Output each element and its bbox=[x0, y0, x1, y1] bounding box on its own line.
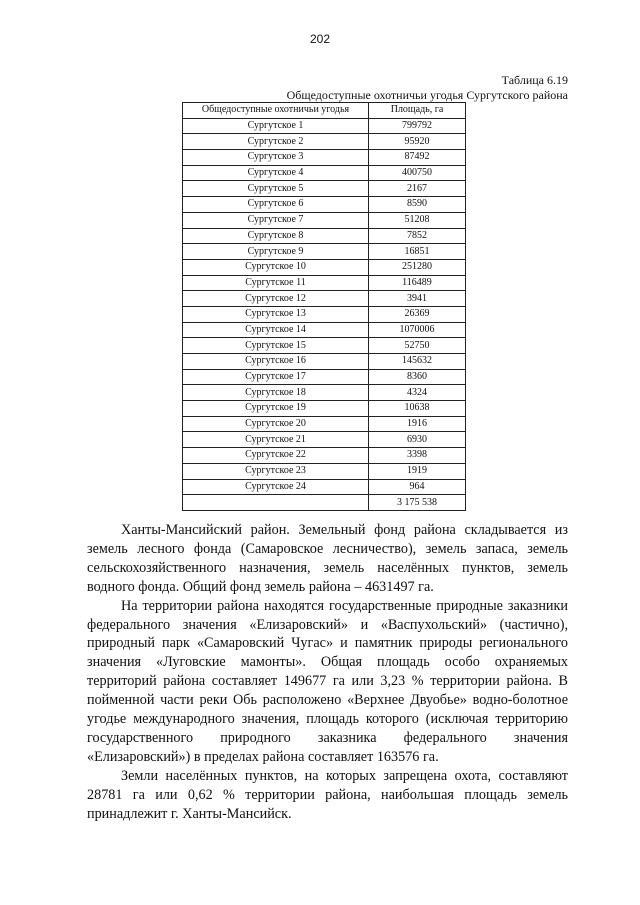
table-row bbox=[183, 448, 466, 464]
table-row bbox=[183, 369, 466, 385]
table-row bbox=[183, 244, 466, 260]
hunting-ground-name: Сургутское 6 bbox=[183, 197, 369, 213]
paragraph: Земли населённых пунктов, на которых запрещена охота, составляют 28781 га или 0,62 % территории района, наибольшая площадь земель принадлежит г. Ханты-Мансийск. bbox=[87, 767, 568, 822]
table-body bbox=[183, 118, 466, 510]
hunting-ground-area: 4324 bbox=[369, 385, 466, 401]
column-header-area: Площадь, га bbox=[369, 103, 466, 119]
hunting-ground-area: 251280 bbox=[369, 259, 466, 275]
hunting-ground-name: Сургутское 3 bbox=[183, 150, 369, 166]
table-row bbox=[183, 291, 466, 307]
table-title: Общедоступные охотничьи угодья Сургутского района bbox=[286, 88, 568, 102]
page-number: 202 bbox=[309, 32, 331, 46]
hunting-ground-area: 8360 bbox=[369, 369, 466, 385]
table-header-row bbox=[183, 103, 466, 119]
table-row bbox=[183, 259, 466, 275]
table-row bbox=[183, 432, 466, 448]
column-header-name: Общедоступные охотничьи угодья bbox=[183, 103, 369, 119]
table-row bbox=[183, 165, 466, 181]
hunting-ground-name: Сургутское 22 bbox=[183, 448, 369, 464]
hunting-ground-area: 87492 bbox=[369, 150, 466, 166]
hunting-ground-name: Сургутское 2 bbox=[183, 134, 369, 150]
table-row bbox=[183, 197, 466, 213]
hunting-ground-area: 8590 bbox=[369, 197, 466, 213]
hunting-ground-name: Сургутское 16 bbox=[183, 354, 369, 370]
hunting-ground-name: Сургутское 18 bbox=[183, 385, 369, 401]
hunting-ground-name: Сургутское 19 bbox=[183, 401, 369, 417]
table-row bbox=[183, 212, 466, 228]
hunting-ground-area: 3398 bbox=[369, 448, 466, 464]
body-text bbox=[87, 521, 568, 824]
hunting-ground-name: Сургутское 7 bbox=[183, 212, 369, 228]
hunting-ground-area: 964 bbox=[369, 479, 466, 495]
paragraph: На территории района находятся государственные природные заказники федерального значения «Елизаровский» и «Васпухольский» (частично), природный парк «Самаровский Чугас» и памятник природы регионального значения «Луговские мамонты». Общая площадь особо охраняемых территорий района составляет 149677 га или 3,23 % территории района. В пойменной части реки Обь расположено «Верхнее Двуобье» водно-болотное угодье международного значения, площадь которого (исключая территорию государственного природного заказника федерального значения «Елизаровский») в пределах района составляет 163576 га. bbox=[87, 597, 568, 765]
table-row bbox=[183, 322, 466, 338]
hunting-ground-name: Сургутское 23 bbox=[183, 463, 369, 479]
paragraph: Ханты-Мансийский район. Земельный фонд района складывается из земель лесного фонда (Самаровское лесничество), земель запаса, земель сельскохозяйственного назначения, земель населённых пунктов, земель водного фонда. Общий фонд земель района – 4631497 га. bbox=[87, 522, 568, 595]
hunting-ground-area: 6930 bbox=[369, 432, 466, 448]
hunting-ground-name: Сургутское 15 bbox=[183, 338, 369, 354]
hunting-ground-area: 145632 bbox=[369, 354, 466, 370]
hunting-ground-area: 1916 bbox=[369, 416, 466, 432]
total-area: 3 175 538 bbox=[369, 495, 466, 511]
table-row bbox=[183, 479, 466, 495]
table-row bbox=[183, 354, 466, 370]
hunting-ground-name: Сургутское 4 bbox=[183, 165, 369, 181]
table-row bbox=[183, 181, 466, 197]
hunting-ground-name: Сургутское 10 bbox=[183, 259, 369, 275]
hunting-ground-area: 1070006 bbox=[369, 322, 466, 338]
table-row bbox=[183, 228, 466, 244]
hunting-ground-area: 2167 bbox=[369, 181, 466, 197]
table-total-row bbox=[183, 495, 466, 511]
hunting-ground-area: 116489 bbox=[369, 275, 466, 291]
hunting-ground-area: 16851 bbox=[369, 244, 466, 260]
table-row bbox=[183, 338, 466, 354]
hunting-ground-area: 3941 bbox=[369, 291, 466, 307]
hunting-ground-name: Сургутское 24 bbox=[183, 479, 369, 495]
hunting-ground-name: Сургутское 5 bbox=[183, 181, 369, 197]
hunting-ground-name: Сургутское 21 bbox=[183, 432, 369, 448]
hunting-ground-area: 1919 bbox=[369, 463, 466, 479]
hunting-ground-area: 10638 bbox=[369, 401, 466, 417]
hunting-ground-area: 52750 bbox=[369, 338, 466, 354]
hunting-ground-name: Сургутское 20 bbox=[183, 416, 369, 432]
table-label: Таблица 6.19 bbox=[501, 73, 568, 87]
hunting-ground-name: Сургутское 9 bbox=[183, 244, 369, 260]
table-row bbox=[183, 150, 466, 166]
hunting-ground-area: 26369 bbox=[369, 306, 466, 322]
table-row bbox=[183, 306, 466, 322]
hunting-ground-name: Сургутское 1 bbox=[183, 118, 369, 134]
hunting-ground-area: 7852 bbox=[369, 228, 466, 244]
total-label-cell bbox=[183, 495, 369, 511]
table-row bbox=[183, 416, 466, 432]
table-row bbox=[183, 463, 466, 479]
table-row bbox=[183, 401, 466, 417]
hunting-ground-name: Сургутское 14 bbox=[183, 322, 369, 338]
hunting-grounds-table bbox=[182, 102, 466, 511]
hunting-ground-name: Сургутское 12 bbox=[183, 291, 369, 307]
hunting-ground-area: 51208 bbox=[369, 212, 466, 228]
table-row bbox=[183, 275, 466, 291]
hunting-ground-name: Сургутское 11 bbox=[183, 275, 369, 291]
hunting-ground-name: Сургутское 17 bbox=[183, 369, 369, 385]
hunting-ground-area: 799792 bbox=[369, 118, 466, 134]
hunting-ground-area: 95920 bbox=[369, 134, 466, 150]
hunting-ground-name: Сургутское 13 bbox=[183, 306, 369, 322]
hunting-ground-area: 400750 bbox=[369, 165, 466, 181]
hunting-ground-name: Сургутское 8 bbox=[183, 228, 369, 244]
table-row bbox=[183, 118, 466, 134]
table-row bbox=[183, 385, 466, 401]
table-row bbox=[183, 134, 466, 150]
